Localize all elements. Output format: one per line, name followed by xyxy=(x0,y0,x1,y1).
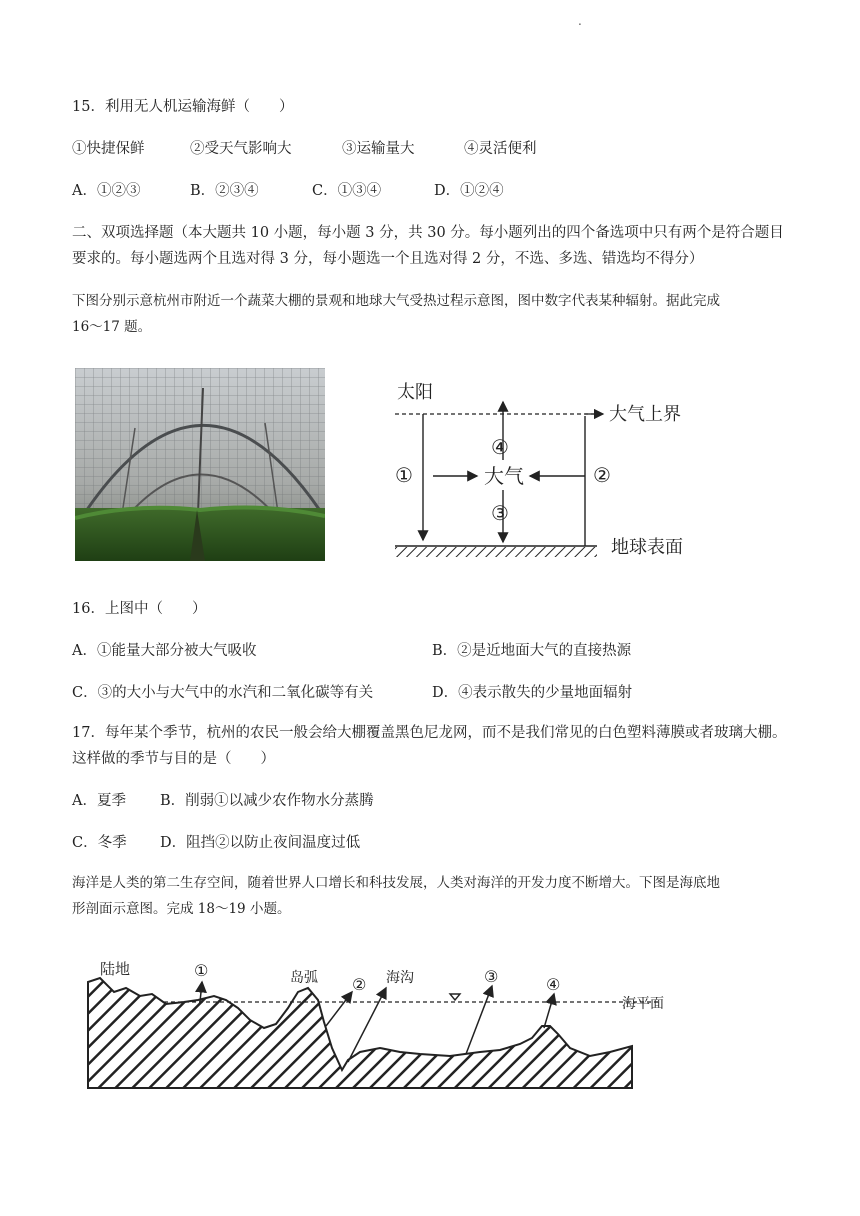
q15-statement-2: ②受天气影响大 xyxy=(190,141,292,157)
label-sea-n2: ② xyxy=(352,975,367,994)
label-sea-n3: ③ xyxy=(484,967,499,986)
q15-choice-c[interactable]: C．①③④ xyxy=(312,183,382,199)
q15-choice-a[interactable]: A．①②③ xyxy=(72,183,141,199)
label-n4: ④ xyxy=(491,435,509,459)
q17-choice-c[interactable]: C．冬季 xyxy=(72,835,127,851)
q15-statement-3: ③运输量大 xyxy=(342,141,415,157)
header-dot: . xyxy=(578,14,582,28)
q16-stem: 16．上图中（ ） xyxy=(72,601,207,617)
label-surface: 地球表面 xyxy=(611,537,683,558)
atmosphere-heating-diagram xyxy=(385,370,705,570)
label-n1: ① xyxy=(395,463,413,487)
q15-choice-b[interactable]: B．②③④ xyxy=(190,183,259,199)
q17-line1: 17．每年某个季节，杭州的农民一般会给大棚覆盖黑色尼龙网，而不是我们常见的白色塑料薄膜或者玻璃大棚。 xyxy=(72,725,787,741)
q15-choice-d[interactable]: D．①②④ xyxy=(434,183,504,199)
q17-choice-b[interactable]: B．削弱①以减少农作物水分蒸腾 xyxy=(160,793,374,809)
q17-choice-d[interactable]: D．阻挡②以防止夜间温度过低 xyxy=(160,835,361,851)
label-n3: ③ xyxy=(491,501,509,525)
section2-line2: 要求的。每小题选两个且选对得 3 分，每小题选一个且选对得 2 分，不选、多选、错选均不得分） xyxy=(72,251,704,267)
q16-choice-d[interactable]: D．④表示散失的少量地面辐射 xyxy=(432,685,633,701)
label-sea-n4: ④ xyxy=(546,975,561,994)
q16-choice-c[interactable]: C．③的大小与大气中的水汽和二氧化碳等有关 xyxy=(72,685,374,701)
q15-statement-4: ④灵活便利 xyxy=(464,141,537,157)
q15-statement-1: ①快捷保鲜 xyxy=(72,141,145,157)
intro18-line1: 海洋是人类的第二生存空间，随着世界人口增长和科技发展，人类对海洋的开发力度不断增大。下图是海底地 xyxy=(72,875,720,891)
q16-choice-b[interactable]: B．②是近地面大气的直接热源 xyxy=(432,643,632,659)
label-land: 陆地 xyxy=(100,960,131,978)
seafloor-profile-diagram xyxy=(80,952,700,1092)
q17-choice-a[interactable]: A．夏季 xyxy=(72,793,126,809)
label-sea-level: 海平面 xyxy=(622,996,664,1012)
intro16-line1: 下图分别示意杭州市附近一个蔬菜大棚的景观和地球大气受热过程示意图，图中数字代表某种辐射。据此完成 xyxy=(72,293,720,309)
q15-stem: 15．利用无人机运输海鲜（ ） xyxy=(72,99,294,115)
intro18-line2: 形剖面示意图。完成 18～19 小题。 xyxy=(72,901,291,917)
label-atmosphere: 大气 xyxy=(484,464,524,488)
label-sea-n1: ① xyxy=(194,961,209,980)
intro16-line2: 16～17 题。 xyxy=(72,319,152,335)
section2-line1: 二、双项选择题（本大题共 10 小题，每小题 3 分，共 30 分。每小题列出的四个备选项中只有两个是符合题目 xyxy=(72,225,784,241)
q17-line2: 这样做的季节与目的是（ ） xyxy=(72,751,275,767)
label-sun: 太阳 xyxy=(397,382,433,403)
q16-choice-a[interactable]: A．①能量大部分被大气吸收 xyxy=(72,643,257,659)
label-island-arc: 岛弧 xyxy=(290,970,318,986)
label-trench: 海沟 xyxy=(386,970,414,986)
label-n2: ② xyxy=(593,463,611,487)
greenhouse-photo xyxy=(75,368,325,561)
label-atmosphere-top: 大气上界 xyxy=(609,404,681,425)
